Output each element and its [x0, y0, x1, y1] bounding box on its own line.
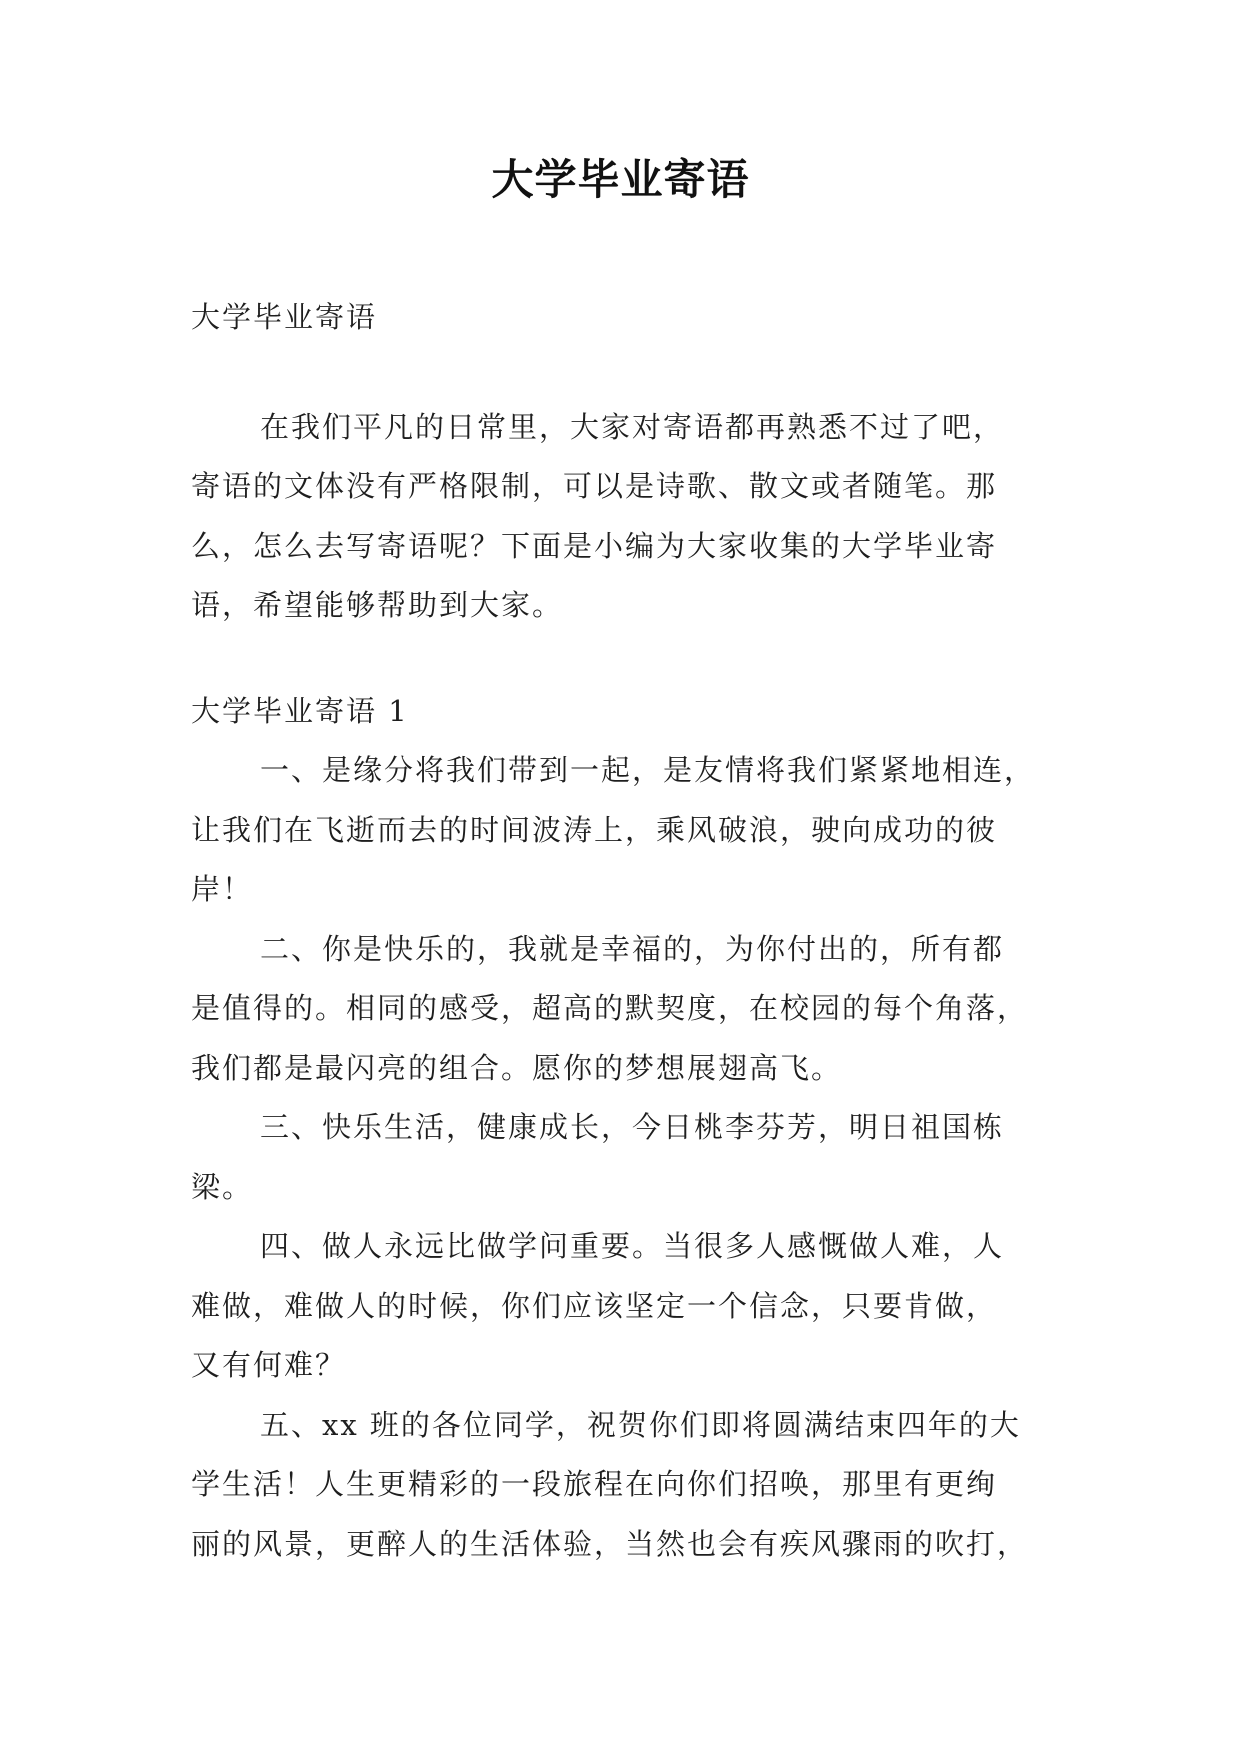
message-line: 一、是缘分将我们带到一起，是友情将我们紧紧地相连，: [260, 753, 1036, 787]
message-line: 是值得的。相同的感受，超高的默契度，在校园的每个角落，: [191, 991, 1029, 1025]
intro-line: 语，希望能够帮助到大家。: [191, 588, 564, 622]
message-line: 难做，难做人的时候，你们应该坚定一个信念，只要肯做，: [191, 1288, 998, 1323]
message-item-4: [191, 1217, 1061, 1396]
intro-paragraph: [191, 398, 1061, 636]
message-line: 五、xx 班的各位同学，祝贺你们即将圆满结束四年的大: [260, 1407, 1021, 1442]
message-line: 岸！: [191, 872, 254, 906]
section-heading: 大学毕业寄语 1: [191, 693, 409, 728]
message-line: 学生活！人生更精彩的一段旅程在向你们招唤，那里有更绚: [191, 1467, 998, 1501]
message-item-3: [191, 1098, 1061, 1217]
message-line: 我们都是最闪亮的组合。愿你的梦想展翅高飞。: [191, 1050, 843, 1085]
document-subtitle: 大学毕业寄语: [191, 300, 378, 334]
message-line: 让我们在飞逝而去的时间波涛上，乘风破浪，驶向成功的彼: [191, 812, 998, 847]
message-line: 三、快乐生活，健康成长，今日桃李芬芳，明日祖国栋: [260, 1110, 1005, 1144]
document-body: [191, 288, 1061, 1574]
message-item-2: [191, 920, 1061, 1099]
message-line: 又有何难？: [191, 1348, 347, 1382]
message-item-1: [191, 741, 1061, 920]
message-item-5: [191, 1396, 1061, 1575]
message-line: 丽的风景，更醉人的生活体验，当然也会有疾风骤雨的吹打，: [191, 1526, 1029, 1561]
message-line: 四、做人永远比做学问重要。当很多人感慨做人难，人: [260, 1229, 1005, 1263]
document-title: 大学毕业寄语: [491, 155, 750, 204]
intro-line: 寄语的文体没有严格限制，可以是诗歌、散文或者随笔。那: [191, 469, 998, 503]
intro-line: 在我们平凡的日常里，大家对寄语都再熟悉不过了吧，: [260, 409, 1005, 444]
intro-line: 么，怎么去写寄语呢？下面是小编为大家收集的大学毕业寄: [191, 528, 998, 563]
message-line: 梁。: [191, 1169, 254, 1204]
message-line: 二、你是快乐的，我就是幸福的，为你付出的，所有都: [260, 931, 1005, 966]
